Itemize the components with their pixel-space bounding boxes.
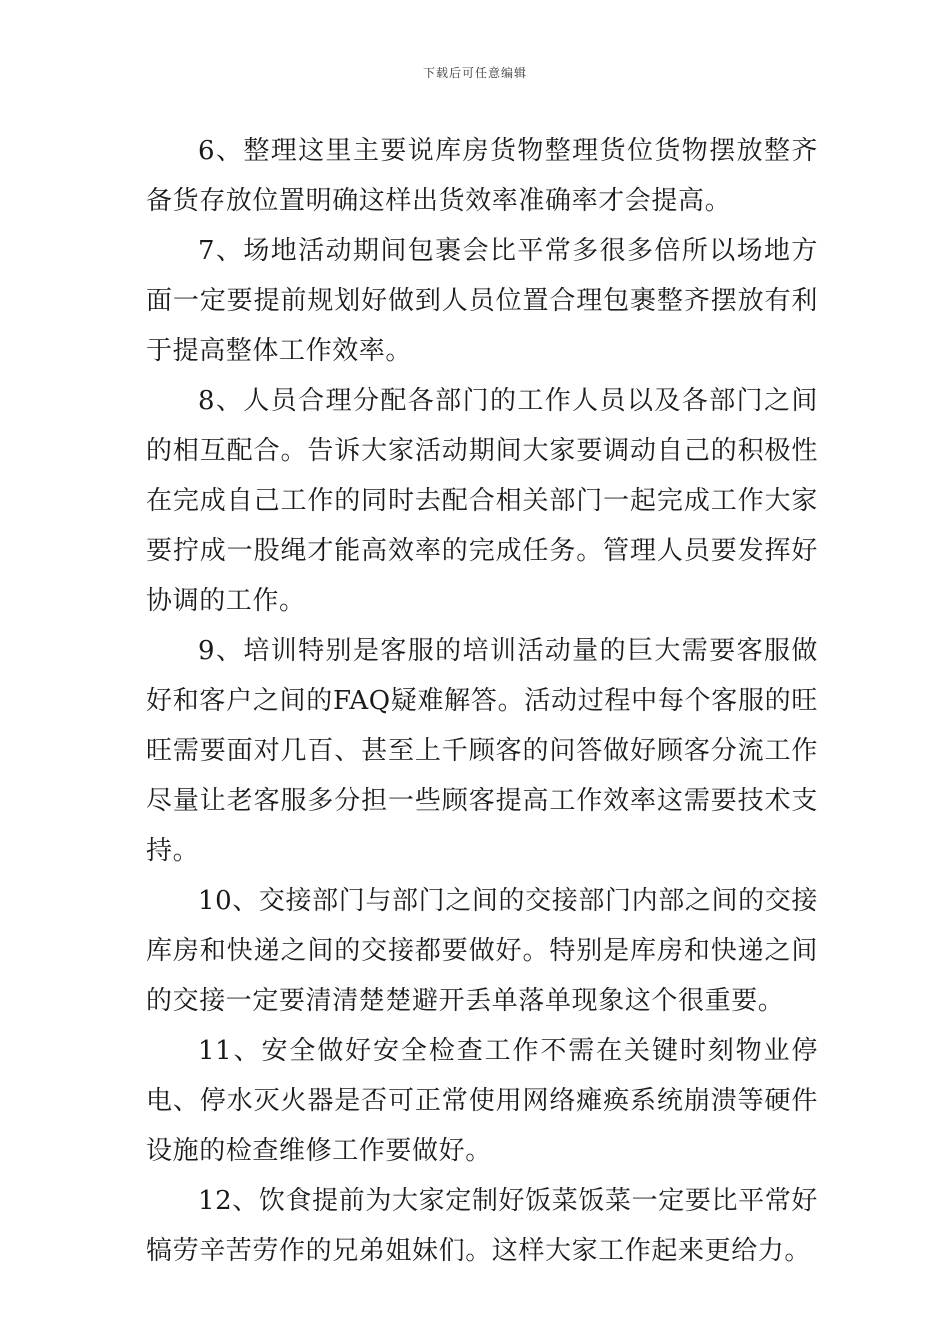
paragraph-6-tidying: 6、整理这里主要说库房货物整理货位货物摆放整齐备货存放位置明确这样出货效率准确率才会提高。 [146,136,818,216]
paragraph-8-staffing: 8、人员合理分配各部门的工作人员以及各部门之间的相互配合。告诉大家活动期间大家要调动自己的积极性在完成自己工作的同时去配合相关部门一起完成工作大家要拧成一股绳才能高效率的完成任务。管理人员要发挥好协调的工作。 [146,386,818,616]
document-body [146,126,818,1276]
page-header: 下载后可任意编辑 [422,66,527,80]
paragraph-7-venue: 7、场地活动期间包裹会比平常多很多倍所以场地方面一定要提前规划好做到人员位置合理包裹整齐摆放有利于提高整体工作效率。 [146,236,818,366]
paragraph-10-handover: 10、交接部门与部门之间的交接部门内部之间的交接库房和快递之间的交接都要做好。特别是库房和快递之间的交接一定要清清楚楚避开丢单落单现象这个很重要。 [146,886,818,1016]
paragraph-11-safety: 11、安全做好安全检查工作不需在关键时刻物业停电、停水灭火器是否可正常使用网络瘫痪系统崩溃等硬件设施的检查维修工作要做好。 [146,1036,818,1166]
paragraph-12-catering: 12、饮食提前为大家定制好饭菜饭菜一定要比平常好犒劳辛苦劳作的兄弟姐妹们。这样大家工作起来更给力。 [146,1186,818,1266]
paragraph-9-training: 9、培训特别是客服的培训活动量的巨大需要客服做好和客户之间的FAQ疑难解答。活动过程中每个客服的旺旺需要面对几百、甚至上千顾客的问答做好顾客分流工作尽量让老客服多分担一些顾客提高工作效率这需要技术支持。 [146,636,818,866]
